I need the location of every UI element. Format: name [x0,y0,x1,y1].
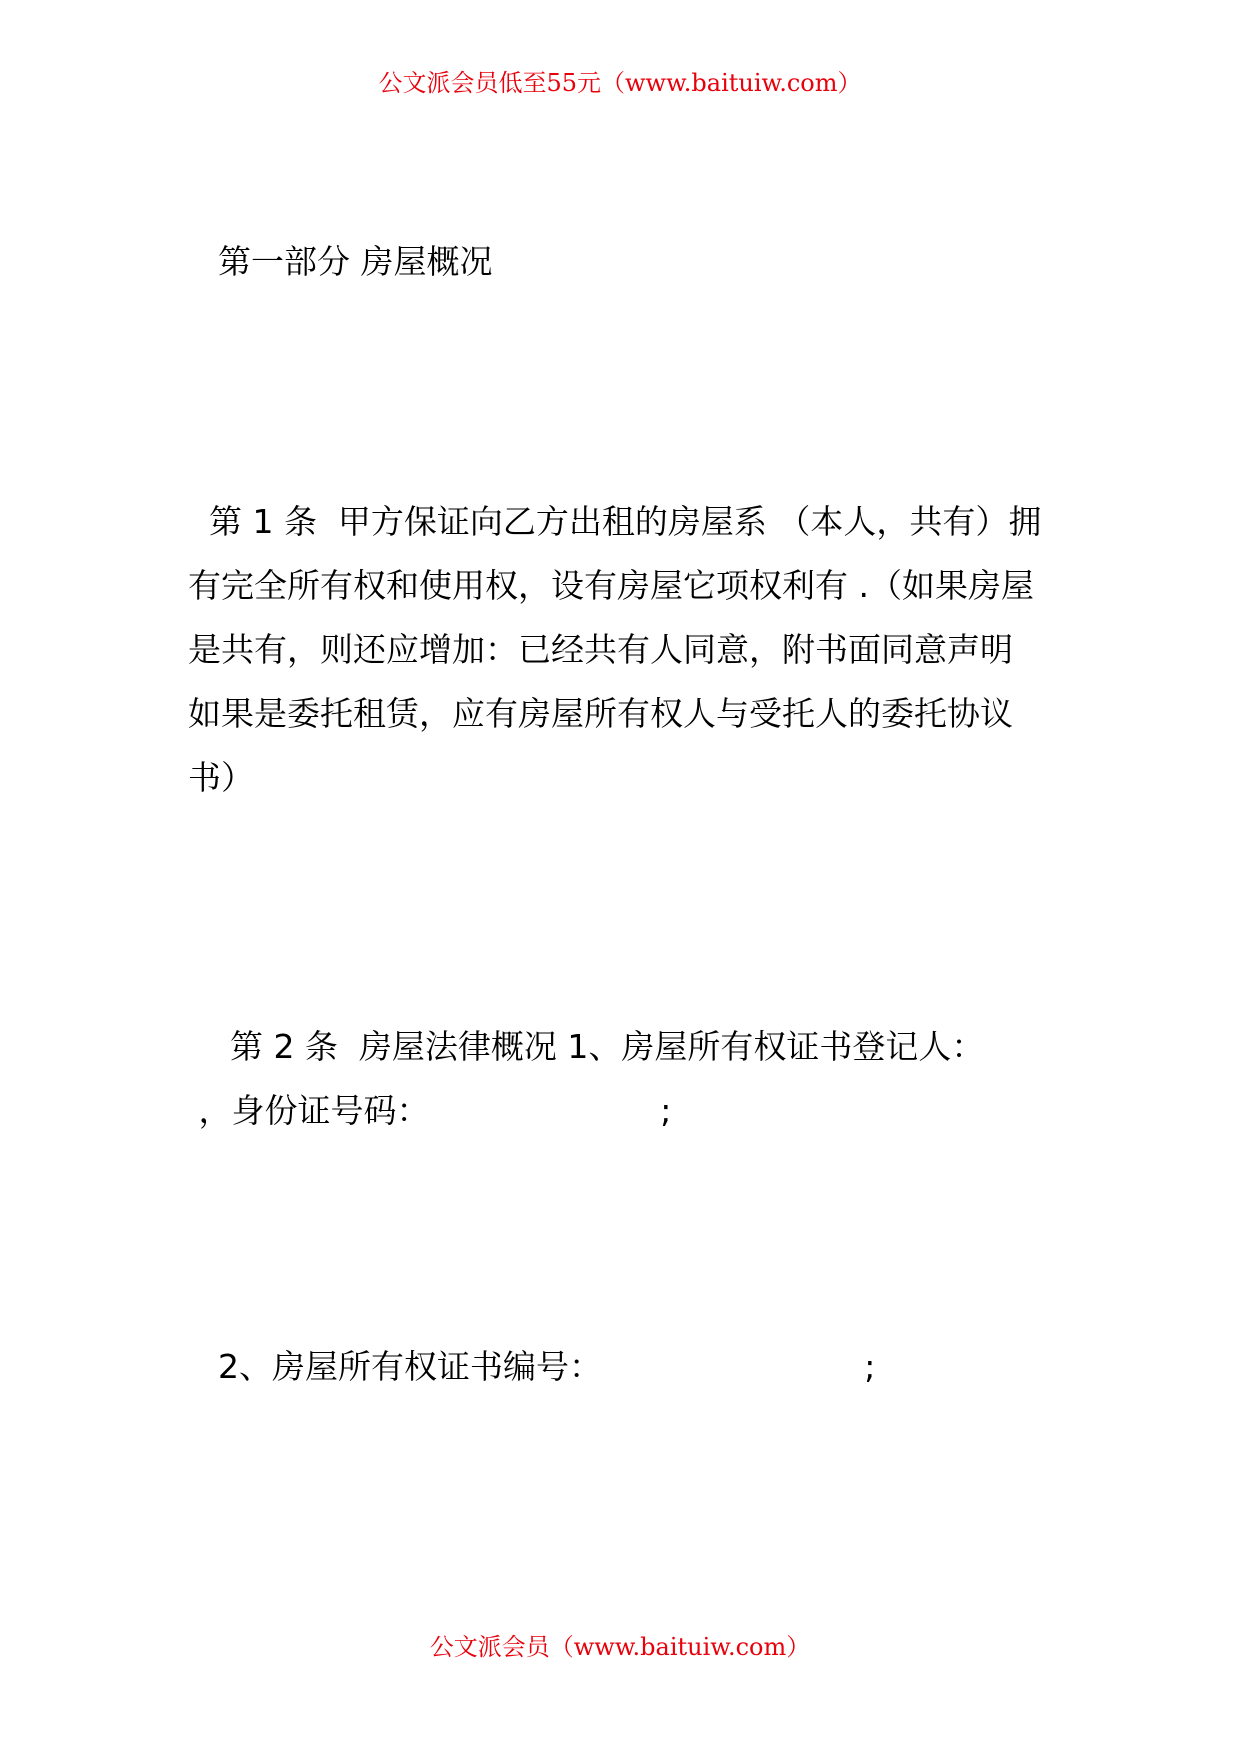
article-1-line: 第 1 条 甲方保证向乙方出租的房屋系 （本人，共有）拥 [188,502,1042,541]
article-1-paragraph [188,490,1068,810]
article-1-line: 有完全所有权和使用权，设有房屋它项权利有 .（如果房屋 [188,566,1034,605]
certificate-number-line: 2、房屋所有权证书编号： ; [218,1347,876,1386]
article-2-line: ，身份证号码： ; [188,1091,672,1130]
promo-header: 公文派会员低至55元（www.baituiw.com） [378,69,862,97]
article-1-line: 如果是委托租赁，应有房屋所有权人与受托人的委托协议 [188,694,1013,733]
article-2-paragraph [188,1015,1068,1143]
promo-footer: 公文派会员（www.baituiw.com） [429,1633,811,1661]
article-1-line: 是共有，则还应增加：已经共有人同意，附书面同意声明 [188,630,1013,669]
article-2-line: 第 2 条 房屋法律概况 1、房屋所有权证书登记人： [188,1027,985,1066]
article-1-line: 书） [188,758,254,797]
section-heading: 第一部分 房屋概况 [218,242,493,281]
